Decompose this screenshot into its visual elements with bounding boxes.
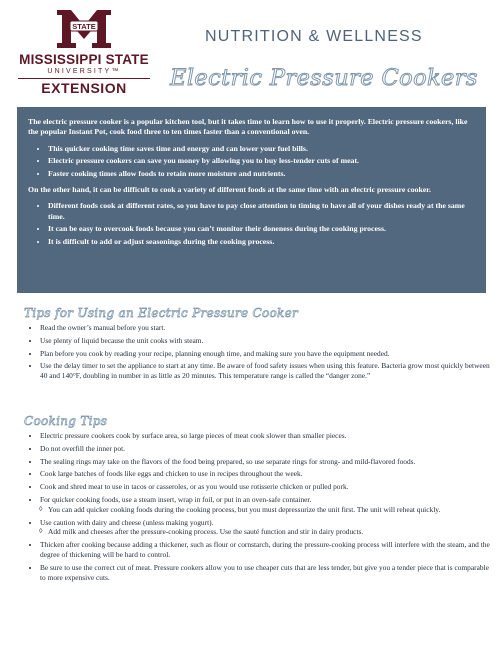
list-item: • Plan before you cook by reading your recipe, planning enough time, and making sure you have the equipment needed.	[40, 349, 492, 359]
list-item: • Electric pressure cookers cook by surface area, so large pieces of meat cook slower than smaller pieces.	[40, 431, 492, 441]
list-item: • It can be easy to overcook foods because you can’t monitor their doneness during the cooking process.	[48, 224, 476, 234]
cooking-tips-heading: Cooking Tips	[24, 414, 108, 428]
section-kicker: NUTRITION & WELLNESS	[205, 28, 423, 45]
tips-section	[24, 306, 492, 384]
list-item: • Cook large batches of foods like eggs and chicken to use in recipes throughout the week.	[40, 469, 492, 479]
logo-extension: EXTENSION	[41, 80, 127, 96]
cooking-tips-section	[24, 414, 492, 585]
intro-drawbacks-list	[28, 201, 476, 247]
list-item: • Different foods cook at different rates, so you have to pay close attention to timing to have all of your dishes ready at the same time.	[48, 201, 476, 222]
list-item: • Use plenty of liquid because the unit cooks with steam.	[40, 336, 492, 346]
list-item: • Be sure to use the correct cut of meat. Pressure cookers allow you to use cheaper cuts that are less tender, but give you a tender piece that is comparable to more expensive cuts.	[40, 563, 492, 583]
sub-list	[40, 505, 492, 515]
msu-m-logo-icon	[54, 8, 114, 50]
logo-state: MISSISSIPPI STATE	[19, 52, 149, 67]
list-item: • Cook and shred meat to use in tacos or casseroles, or as you would use rotisserie chicken or pulled pork.	[40, 482, 492, 492]
cooking-tips-list	[24, 431, 492, 582]
extension-logo	[14, 8, 154, 96]
sub-list	[40, 527, 492, 537]
list-item: • Read the owner’s manual before you start.	[40, 323, 492, 333]
intro-panel	[17, 107, 486, 293]
list-item: • Do not overfill the inner pot.	[40, 444, 492, 454]
list-item-with-subpoint	[40, 495, 492, 515]
page-title: Electric Pressure Cookers	[170, 65, 478, 91]
tips-heading: Tips for Using an Electric Pressure Cooker	[24, 306, 299, 320]
list-item: • It is difficult to add or adjust seasonings during the cooking process.	[48, 237, 476, 247]
list-item: • This quicker cooking time saves time and energy and can lower your fuel bills.	[48, 144, 476, 154]
tips-list	[24, 323, 492, 381]
list-item: • The sealing rings may take on the flavors of the food being prepared, so use separate rings for strong- and mild-flavored foods.	[40, 457, 492, 467]
list-item-text: For quicker cooking foods, use a steam insert, wrap in foil, or put in an oven-safe container.	[40, 494, 312, 504]
list-item-text: Use caution with dairy and cheese (unless making yogurt).	[40, 517, 214, 527]
sub-list-item: ◊ Add milk and cheeses after the pressure-cooking process. Use the sauté function and stir in dairy products.	[40, 527, 492, 537]
list-item: • Electric pressure cookers can save you money by allowing you to buy less-tender cuts of meat.	[48, 156, 476, 166]
list-item: • Faster cooking times allow foods to retain more moisture and nutrients.	[48, 169, 476, 179]
list-item: • Use the delay timer to set the appliance to start at any time. Be aware of food safety issues when using this feature. Bacteria grow most quickly between 40 and 140°F, doubling in number in as little as 20 minutes. This temperature range is called the “danger zone.”	[40, 361, 492, 381]
list-item: • Thicken after cooking because adding a thickener, such as flour or cornstarch, during the pressure-cooking process will interfere with the steam, and the degree of thickening will be hard to control.	[40, 540, 492, 560]
sub-list-item: ◊ You can add quicker cooking foods during the cooking process, but you must depressurize the unit first. The unit will reheat quickly.	[40, 505, 492, 515]
intro-benefits-list	[28, 144, 476, 179]
list-item-with-subpoint	[40, 518, 492, 538]
intro-paragraph: The electric pressure cooker is a popular kitchen tool, but it takes time to learn how to use it properly. Electric pressure cookers, like the popular Instant Pot, cook food three to ten times faster than a conventional oven.	[28, 117, 468, 137]
logo-seal-text: STATE	[72, 22, 96, 31]
logo-divider	[18, 78, 150, 79]
logo-university: UNIVERSITY™	[47, 68, 121, 75]
intro-paragraph: On the other hand, it can be difficult to cook a variety of different foods at the same time with an electric pressure cooker.	[28, 185, 432, 195]
